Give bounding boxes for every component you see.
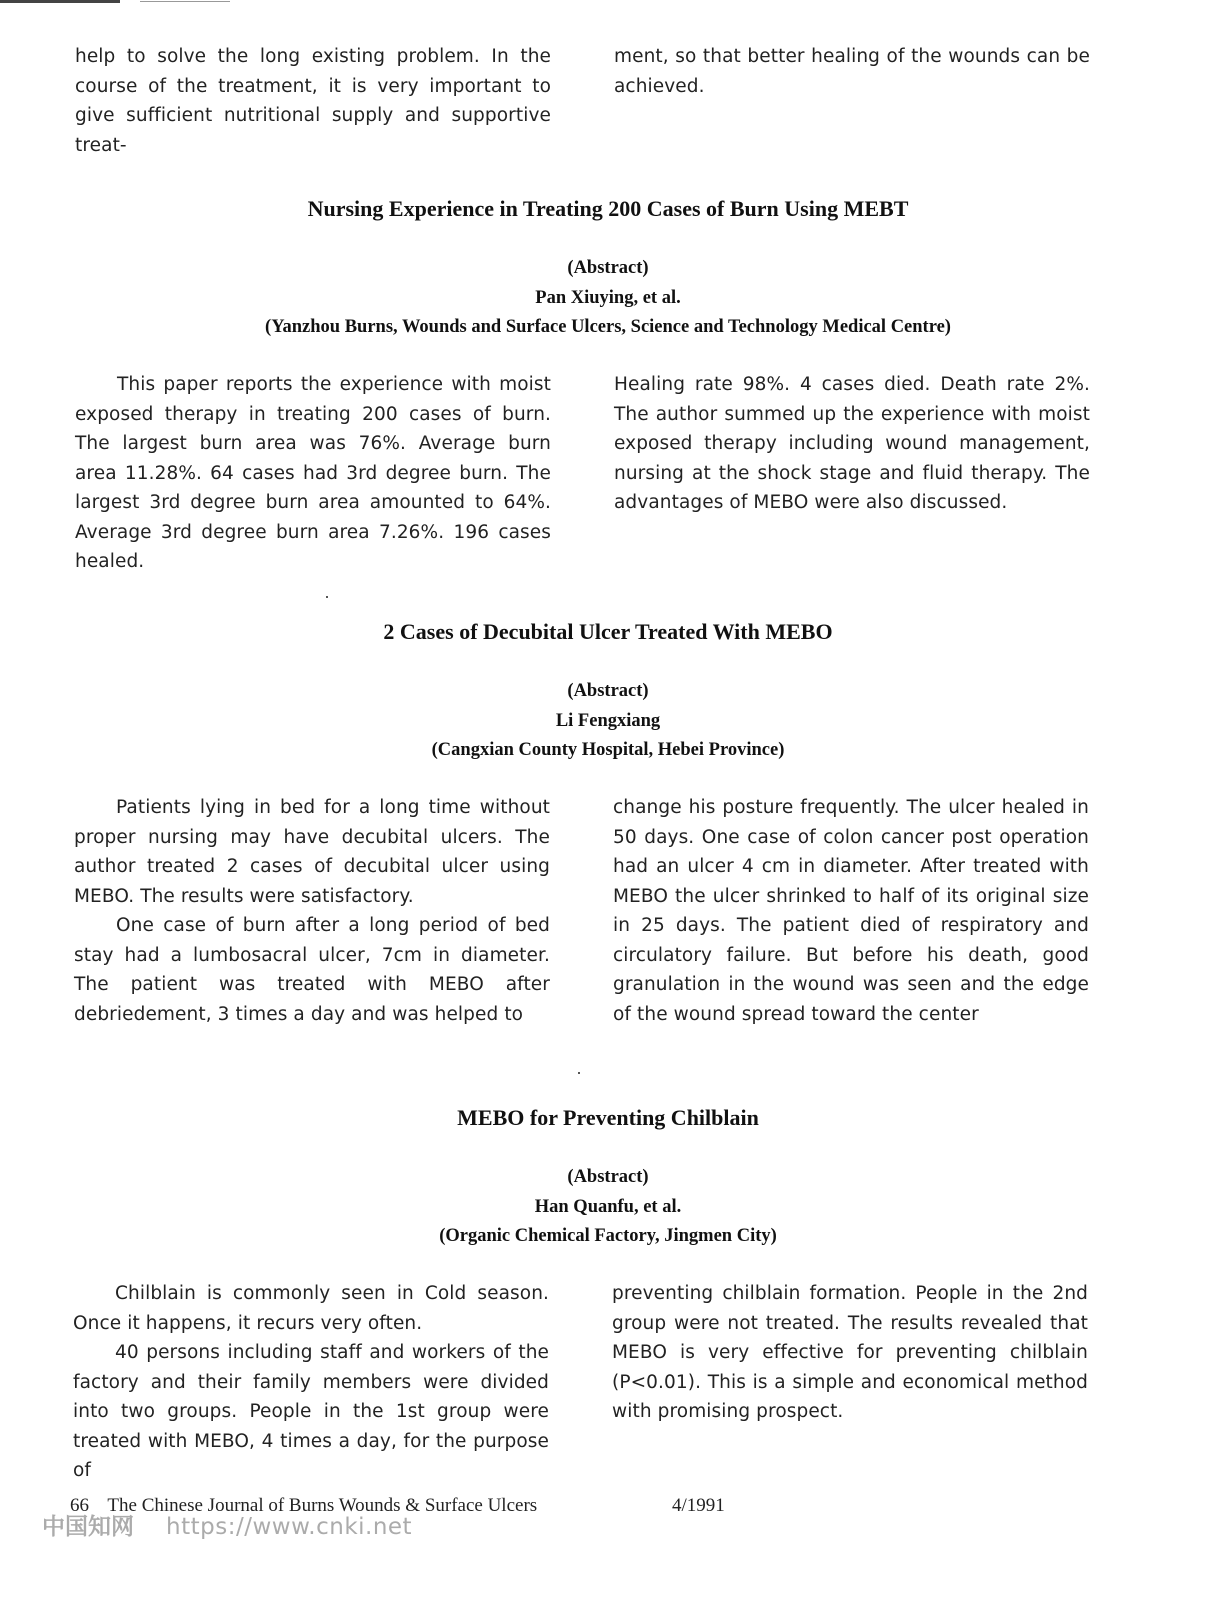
issue-number: 4/1991 [672,1495,725,1516]
header-rule [0,0,120,3]
article-3-left-paragraph-1: Chilblain is commonly seen in Cold season. Once it happens, it recurs very often. [73,1283,549,1334]
watermark [42,1508,412,1541]
article-3-title: MEBO for Preventing Chilblain [457,1105,759,1130]
carryover-left-text: help to solve the long existing problem. In the course of the treatment, it is very important to give sufficient nutritional supply and supportive treat- [75,46,551,156]
article-2-title: 2 Cases of Decubital Ulcer Treated With MEBO [383,619,833,644]
article-1-author: Pan Xiuying, et al. [535,287,681,308]
journal-name: The Chinese Journal of Burns Wounds & Surface Ulcers [107,1495,538,1516]
article-1-meta [0,254,1216,343]
article-1-right-paragraph-1: Healing rate 98%. 4 cases died. Death rate 2%. The author summed up the experience with moist exposed therapy including wound management, nursing at the shock stage and fluid therapy. The advantages of MEBO were also discussed. [614,374,1090,513]
article-3-meta [0,1163,1216,1252]
article-3-left-column [73,1279,549,1486]
article-3-affiliation: (Organic Chemical Factory, Jingmen City) [439,1226,777,1246]
article-1-left-column [75,370,551,577]
article-1-affiliation: (Yanzhou Burns, Wounds and Surface Ulcers, Science and Technology Medical Centre) [265,317,951,337]
article-2-right-paragraph-1: change his posture frequently. The ulcer healed in 50 days. One case of colon cancer post operation had an ulcer 4 cm in diameter. After treated with MEBO the ulcer shrinked to half of its original size in 25 days. The patient died of respiratory and circulatory failure. But before his death, good granulation in the wound was seen and the edge of the wound spread toward the center [613,797,1089,1025]
watermark-url: https://www.cnki.net [166,1514,413,1540]
article-2-left-paragraph-1: Patients lying in bed for a long time without proper nursing may have decubital ulcers. The author treated 2 cases of decubital ulcer using MEBO. The results were satisfactory. [74,797,550,907]
article-3-right-column [612,1279,1088,1427]
article-1-label: (Abstract) [567,258,649,278]
article-2-author: Li Fengxiang [555,710,661,731]
article-2-left-paragraph-2: One case of burn after a long period of bed stay had a lumbosacral ulcer, 7cm in diameter. The patient was treated with MEBO after debriedement, 3 times a day and was helped to [74,915,550,1025]
carryover-left-column [75,42,551,160]
article-3-right-paragraph-1: preventing chilblain formation. People in the 2nd group were not treated. The results revealed that MEBO is very effective for preventing chilblain (P<0.01). This is a simple and economical method with promising prospect. [612,1283,1088,1422]
article-2-right-column [613,793,1089,1029]
article-3-left-paragraph-2: 40 persons including staff and workers of the factory and their family members were divided into two groups. People in the 1st group were treated with MEBO, 4 times a day, for the purpose of [73,1342,549,1481]
article-3-author: Han Quanfu, et al. [534,1196,682,1217]
header-rule-secondary [140,1,230,2]
article-1-left-paragraph-1: This paper reports the experience with moist exposed therapy in treating 200 cases of burn. The largest burn area was 76%. Average burn area 11.28%. 64 cases had 3rd degree burn. The largest 3rd degree burn area amounted to 64%. Average 3rd degree burn area 7.26%. 196 cases healed. [75,374,551,572]
carryover-right-text: ment, so that better healing of the wounds can be achieved. [614,46,1090,97]
separator-dot [578,1072,580,1074]
article-2-label: (Abstract) [567,681,649,701]
article-2-meta [0,677,1216,766]
page-number: 66 [70,1495,89,1516]
watermark-site-name: 中国知网 [42,1514,134,1540]
article-3-label: (Abstract) [567,1167,649,1187]
separator-dot [326,596,328,598]
article-1-title: Nursing Experience in Treating 200 Cases of Burn Using MEBT [307,196,909,221]
article-2-affiliation: (Cangxian County Hospital, Hebei Province) [431,740,785,760]
carryover-right-column [614,42,1090,101]
article-2-left-column [74,793,550,1029]
article-1-right-column [614,370,1090,518]
